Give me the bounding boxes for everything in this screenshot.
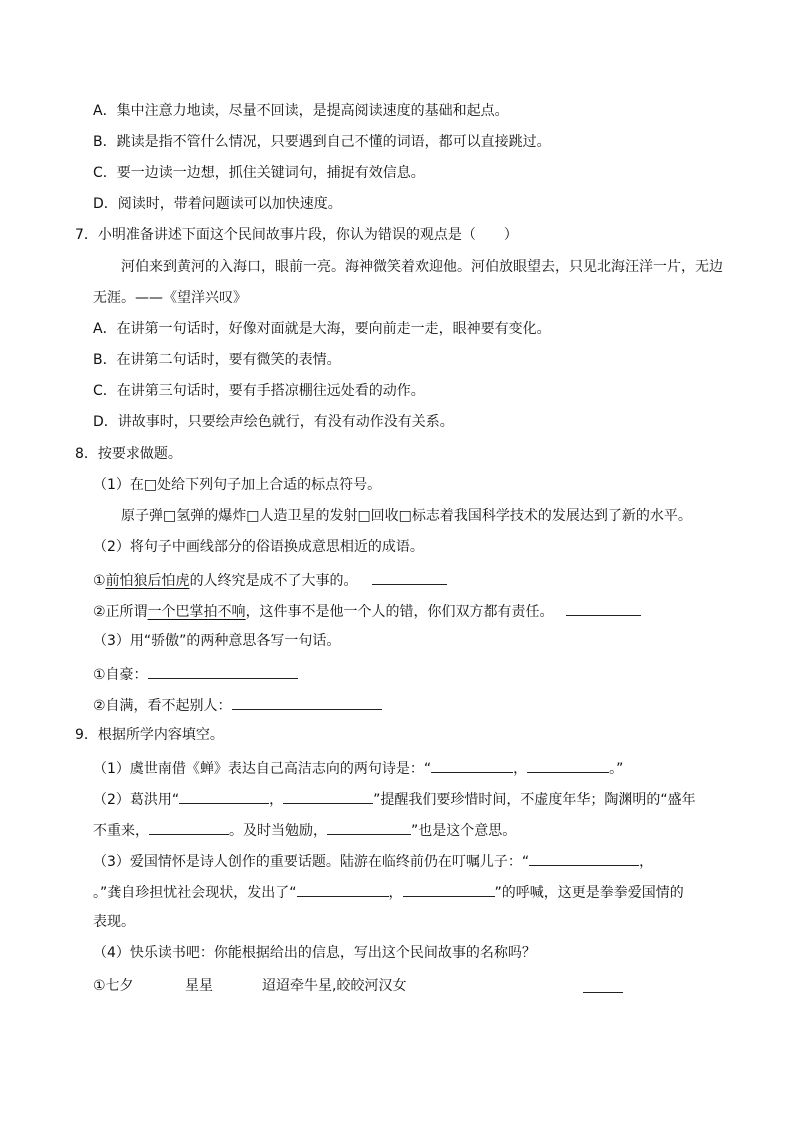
- q9-part2-blank-2[interactable]: [283, 787, 373, 804]
- q9-part4-item-1-blank[interactable]: [583, 976, 623, 993]
- q9-part1: [93, 756, 623, 779]
- q8-part2-item-2-blank[interactable]: [566, 599, 641, 616]
- q9-part2-blank-3[interactable]: [149, 818, 229, 835]
- q7-option-c: C．在讲第三句话时，要有手搭凉棚往远处看的动作。: [93, 383, 425, 399]
- q9-part2-line-1: [93, 787, 696, 810]
- q8-part2-item-2-text: ，这件事不是他一个人的错，你们双方都有责任。: [245, 604, 554, 620]
- q8-part3-item-2-blank[interactable]: [232, 693, 382, 710]
- q8-part3-item-1-blank[interactable]: [148, 662, 298, 679]
- q8-part1-sentence: 原子弹□氢弹的爆炸□人造卫星的发射□回收□标志着我国科学技术的发展达到了新的水平。: [121, 508, 692, 524]
- q9-part3-blank-1[interactable]: [529, 849, 639, 866]
- q7-passage-line-1: 河伯来到黄河的入海口，眼前一亮。海神微笑着欢迎他。河伯放眼望去，只见北海汪洋一片，无边: [121, 259, 723, 275]
- q9-part1-end: 。”: [609, 761, 624, 777]
- q9-part3-line-1: [93, 849, 653, 872]
- q9-part4-title: （4）快乐读书吧：你能根据给出的信息，写出这个民间故事的名称吗？: [93, 945, 536, 961]
- q9-part2b-mid: 。及时当勉励，: [229, 823, 327, 839]
- q9-part4-item-1-keyword: 星星: [185, 978, 213, 994]
- q7-stem: 7．小明准备讲述下面这个民间故事片段，你认为错误的观点是（ ）: [75, 227, 518, 243]
- q6-option-c: C．要一边读一边想，抓住关键词句，捕捉有效信息。: [93, 165, 425, 181]
- q8-part2-item-2-num: ②正所谓: [93, 604, 148, 620]
- q8-part2-item-2-underlined: 一个巴掌拍不响: [147, 604, 246, 620]
- q9-part4-item-1-poem: 迢迢牵牛星,皎皎河汉女: [262, 978, 407, 994]
- q9-part3-line-3: 表现。: [93, 914, 135, 930]
- q9-part1-text: （1）虞世南借《蝉》表达自己高洁志向的两句诗是：“: [93, 761, 432, 777]
- q7-option-a: A．在讲第一句话时，好像对面就是大海，要向前走一走，眼神要有变化。: [93, 321, 551, 337]
- q9-part2-blank-1[interactable]: [179, 787, 269, 804]
- q9-part2-line-2: [93, 818, 516, 841]
- q6-option-a: A．集中注意力地读，尽量不回读，是提高阅读速度的基础和起点。: [93, 103, 509, 119]
- q9-part2-tail: ”提醒我们要珍惜时间，不虚度年华；陶渊明的“盛年: [373, 792, 696, 808]
- q8-part3-item-2-label: ②自满，看不起别人：: [93, 698, 232, 714]
- q8-part3-item-2: [93, 693, 382, 716]
- q8-part2-item-1: [93, 568, 447, 591]
- q9-part1-comma: ，: [513, 761, 528, 777]
- q9-part2-comma: ，: [269, 792, 284, 808]
- q9-part2b-tail: ”也是这个意思。: [411, 823, 517, 839]
- q6-option-d: D．阅读时，带着问题读可以加快速度。: [93, 196, 342, 212]
- q9-part3-comma: ，: [639, 854, 654, 870]
- q7-passage-line-2: 无涯。——《望洋兴叹》: [93, 290, 247, 306]
- q8-part3-item-1-label: ①自豪：: [93, 667, 148, 683]
- q8-part2-title: （2）将句子中画线部分的俗语换成意思相近的成语。: [93, 539, 424, 555]
- q7-option-b: B．在讲第二句话时，要有微笑的表情。: [93, 352, 341, 368]
- q9-part3b-comma: ，: [388, 885, 403, 901]
- q8-part2-item-1-underlined: 前怕狼后怕虎: [105, 573, 190, 589]
- q8-part2-item-1-blank[interactable]: [372, 568, 447, 585]
- q8-part1-title: （1）在□处给下列句子加上合适的标点符号。: [93, 477, 382, 493]
- q9-part4-item-1-answer: [583, 976, 623, 999]
- q8-part3-title: （3）用“骄傲”的两种意思各写一句话。: [93, 633, 341, 649]
- q9-part2-text: （2）葛洪用“: [93, 792, 180, 808]
- q8-part2-item-2: [93, 599, 641, 622]
- q8-part2-item-1-text: 的人终究是成不了大事的。: [189, 573, 358, 589]
- q9-part4-item-1-num: ①七夕: [93, 978, 134, 994]
- q7-option-d: D．讲故事时，只要绘声绘色就行，有没有动作没有关系。: [93, 414, 454, 430]
- q6-option-b: B．跳读是指不管什么情况，只要遇到自己不懂的词语，都可以直接跳过。: [93, 134, 551, 150]
- q8-stem: 8．按要求做题。: [75, 446, 182, 462]
- q9-part2b-text: 不重来，: [93, 823, 149, 839]
- q8-part2-item-1-num: ①: [93, 573, 106, 589]
- q9-stem: 9．根据所学内容填空。: [75, 727, 224, 743]
- q9-part3b-text: 。”龚自珍担忧社会现状，发出了“: [93, 885, 297, 901]
- q9-part3-text: （3）爱国情怀是诗人创作的重要话题。陆游在临终前仍在叮嘱儿子：“: [93, 854, 530, 870]
- q9-part3-line-2: [93, 880, 684, 903]
- q9-part1-blank-1[interactable]: [431, 756, 513, 773]
- q8-part3-item-1: [93, 662, 298, 685]
- q9-part3-blank-3[interactable]: [403, 880, 495, 897]
- q9-part1-blank-2[interactable]: [527, 756, 609, 773]
- q9-part3b-tail: ”的呼喊，这更是拳拳爱国情的: [494, 885, 684, 901]
- q9-part3-blank-2[interactable]: [297, 880, 389, 897]
- q9-part2-blank-4[interactable]: [327, 818, 411, 835]
